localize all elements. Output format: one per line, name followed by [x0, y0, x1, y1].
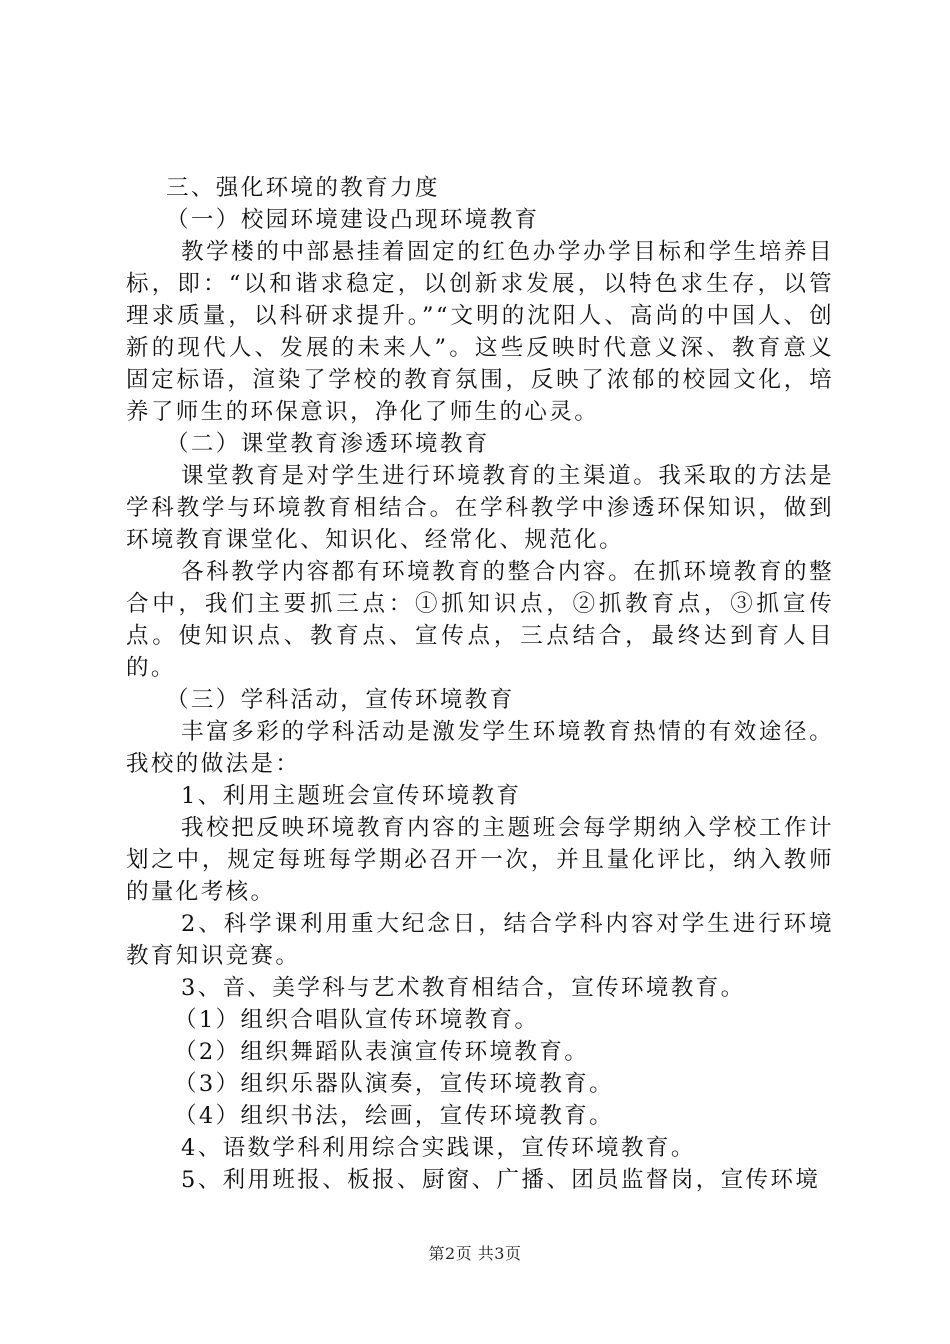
page-number-footer: 第2页 共3页: [428, 1244, 522, 1263]
body-paragraph: 教学楼的中部悬挂着固定的红色办学办学目标和学生培养目标，即：“以和谐求稳定，以创新求发展，以特色求生存，以管理求质量，以科研求提升。”“文明的沈阳人、高尚的中国人、创新的现代人、发展的未来人”。这些反映时代意义深、教育意义固定标语，渲染了学校的教育氛围，反映了浓郁的校园文化，培养了师生的环保意识，净化了师生的心灵。: [126, 239, 834, 425]
list-item: 3、音、美学科与艺术教育相结合，宣传环境教育。: [181, 975, 746, 1001]
list-item: 2、科学课利用重大纪念日，结合学科内容对学生进行环境教育知识竞赛。: [126, 911, 834, 969]
list-item: 5、利用班报、板报、厨窗、广播、团员监督岗，宣传环境: [181, 1167, 821, 1193]
sub-list-item: （1）组织合唱队宣传环境教育。: [174, 1007, 540, 1033]
body-paragraph: 丰富多彩的学科活动是激发学生环境教育热情的有效途径。我校的做法是：: [126, 719, 834, 777]
list-item: 1、利用主题班会宣传环境教育: [181, 783, 522, 809]
subsection-heading: （三）学科活动，宣传环境教育: [166, 687, 515, 713]
body-paragraph: 我校把反映环境教育内容的主题班会每学期纳入学校工作计划之中，规定每班每学期必召开一次，并且量化评比，纳入教师的量化考核。: [126, 815, 834, 905]
sub-list-item: （3）组织乐器队演奏，宣传环境教育。: [174, 1071, 615, 1097]
sub-list-item: （2）组织舞蹈队表演宣传环境教育。: [174, 1039, 590, 1065]
body-paragraph: 各科教学内容都有环境教育的整合内容。在抓环境教育的整合中，我们主要抓三点：①抓知识点，②抓教育点，③抓宣传点。使知识点、教育点、宣传点，三点结合，最终达到育人目的。: [126, 559, 834, 681]
list-item: 4、语数学科利用综合实践课，宣传环境教育。: [181, 1135, 696, 1161]
sub-list-item: （4）组织书法，绘画，宣传环境教育。: [174, 1103, 615, 1129]
document-body: [126, 172, 834, 1196]
subsection-heading: （一）校园环境建设凸现环境教育: [166, 207, 540, 233]
section-heading: 三、强化环境的教育力度: [166, 175, 440, 201]
subsection-heading: （二）课堂教育渗透环境教育: [166, 431, 490, 457]
body-paragraph: 课堂教育是对学生进行环境教育的主渠道。我采取的方法是学科教学与环境教育相结合。在学科教学中渗透环保知识，做到环境教育课堂化、知识化、经常化、规范化。: [126, 463, 834, 553]
